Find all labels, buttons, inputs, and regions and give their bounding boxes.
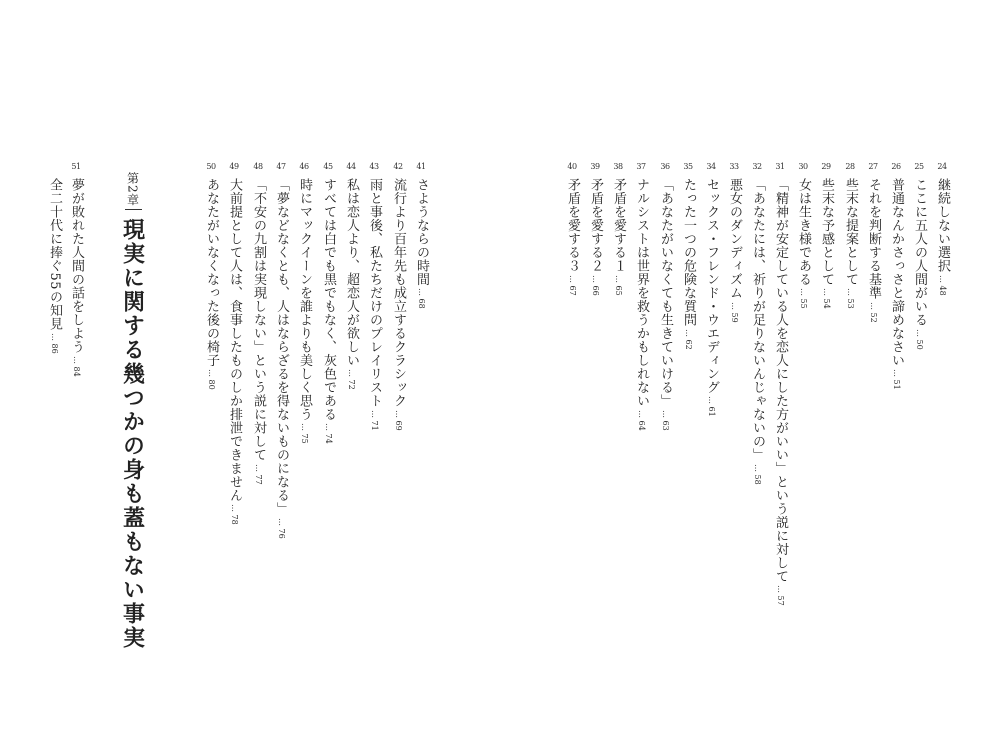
toc-entry <box>633 162 649 430</box>
entry-number: 27 <box>868 162 878 171</box>
entry-title: 私は恋人より、超恋人が欲しい <box>344 178 359 367</box>
entry-number: 45 <box>323 162 333 171</box>
entry-title: 矛盾を愛する１ <box>611 178 626 273</box>
entry-number: 34 <box>706 162 716 171</box>
entry-title: 大前提として人は、食事したものしか排泄できません <box>227 178 242 502</box>
entry-title-line <box>610 178 626 295</box>
entry-number: 47 <box>276 162 286 171</box>
entry-number: 30 <box>798 162 808 171</box>
toc-entry <box>657 162 673 430</box>
entry-title: 悪女のダンディズム <box>727 178 742 300</box>
toc-entry <box>296 162 312 444</box>
entry-page-number: … 50 <box>915 328 924 350</box>
entry-title: ここに五人の人間がいる <box>912 178 927 327</box>
entry-page-number: … 76 <box>277 517 286 539</box>
chapter-heading <box>120 172 146 650</box>
entry-title: すべては白でも黒でもなく、灰色である <box>321 178 336 421</box>
toc-entry <box>911 162 927 349</box>
entry-title-line <box>749 178 765 484</box>
chapter-label: 第2章 <box>125 172 142 210</box>
entry-title-line <box>366 178 382 430</box>
entry-page-number: … 53 <box>846 288 855 309</box>
toc-entry <box>610 162 626 295</box>
entry-title: 矛盾を愛する２ <box>588 178 603 273</box>
entry-title-line <box>296 178 312 444</box>
entry-number: 44 <box>346 162 356 171</box>
entry-title-line <box>842 178 858 309</box>
entry-title-line <box>865 178 881 322</box>
entry-page-number: … 61 <box>707 396 716 417</box>
toc-entry <box>390 162 406 430</box>
entry-page-number: … 72 <box>347 369 356 390</box>
entry-title-line <box>703 178 719 417</box>
toc-entry <box>68 162 84 376</box>
toc-entry <box>818 162 834 309</box>
entry-title-line <box>413 178 429 309</box>
toc-entry <box>413 162 429 309</box>
entry-number: 24 <box>937 162 947 171</box>
entry-page-number: … 57 <box>776 585 785 606</box>
entry-page-number: … 63 <box>661 409 670 431</box>
entry-title-line <box>934 178 950 295</box>
entry-title-line <box>818 178 834 309</box>
entry-title: 「不安の九割は実現しない」という説に対して <box>251 178 266 462</box>
toc-entry <box>226 162 242 525</box>
entry-title-line <box>795 178 811 309</box>
entry-page-number: … 68 <box>417 288 426 309</box>
entry-title-line <box>203 178 219 390</box>
entry-title: ナルシストは世界を救うかもしれない <box>634 178 649 408</box>
toc-entry <box>203 162 219 390</box>
toc-entry <box>842 162 858 309</box>
entry-title: 全二十代に捧ぐ55の知見 <box>47 178 62 331</box>
entry-title-line <box>343 178 359 390</box>
entry-title: 流行より百年先も成立するクラシック <box>391 178 406 408</box>
entry-title: 「精神が安定している人を恋人にした方がいい」という説に対して <box>773 178 788 583</box>
entry-title: 普通なんかさっさと諦めなさい <box>889 178 904 367</box>
entry-title: 矛盾を愛する３ <box>565 178 580 273</box>
entry-number: 36 <box>660 162 670 171</box>
entry-title-line <box>46 178 62 353</box>
entry-number: 50 <box>206 162 216 171</box>
toc-entry <box>680 162 696 349</box>
toc-entry <box>888 162 904 390</box>
entry-number: 33 <box>729 162 739 171</box>
entry-page-number: … 58 <box>753 463 762 485</box>
entry-number: 35 <box>683 162 693 171</box>
entry-title: 時にマックイーンを誰よりも美しく思う <box>297 178 312 421</box>
entry-number: 38 <box>613 162 623 171</box>
entry-number: 49 <box>229 162 239 171</box>
toc-entry <box>366 162 382 430</box>
toc-entry <box>250 162 266 484</box>
entry-title-line <box>226 178 242 525</box>
entry-page-number: … 55 <box>799 288 808 309</box>
entry-number: 46 <box>299 162 309 171</box>
entry-title-line <box>68 178 84 376</box>
entry-page-number: … 67 <box>568 274 577 296</box>
entry-title: 「夢などなくとも、人はならざるを得ないものになる」 <box>274 178 289 516</box>
entry-title-line <box>587 178 603 295</box>
entry-title-line <box>657 178 673 430</box>
entry-title: 女は生き様である <box>796 178 811 286</box>
entry-title: それを判断する基準 <box>866 178 881 300</box>
entry-title: さようならの時間 <box>414 178 429 286</box>
entry-number: 28 <box>845 162 855 171</box>
entry-title: 「あなたには、祈りが足りないんじゃないの」 <box>750 178 765 462</box>
toc-entry <box>46 162 62 353</box>
entry-page-number: … 74 <box>324 423 333 444</box>
entry-title: 継続しない選択 <box>935 178 950 273</box>
entry-page-number: … 59 <box>730 301 739 323</box>
entry-title: たった一つの危険な質問 <box>681 178 696 327</box>
entry-title-line <box>772 178 788 606</box>
entry-title-line <box>888 178 904 390</box>
entry-title: あなたがいなくなった後の椅子 <box>204 178 219 367</box>
toc-entry <box>934 162 950 295</box>
entry-number: 40 <box>567 162 577 171</box>
entry-title-line <box>680 178 696 349</box>
entry-page-number: … 77 <box>254 463 263 485</box>
entry-page-number: … 64 <box>637 409 646 431</box>
toc-entry <box>320 162 336 444</box>
chapter-title: 現実に関する幾つかの身も蓋もない事実 <box>119 217 146 650</box>
entry-page-number: … 78 <box>230 504 239 525</box>
toc-entry <box>865 162 881 322</box>
toc-entry <box>273 162 289 538</box>
entry-title: セックス・フレンド・ウエディング <box>704 178 719 394</box>
toc-entry <box>703 162 719 417</box>
entry-title: 「あなたがいなくても生きていける」 <box>658 178 673 408</box>
entry-title-line <box>273 178 289 538</box>
entry-number: 42 <box>393 162 403 171</box>
entry-title-line <box>726 178 742 322</box>
entry-page-number: … 52 <box>869 301 878 323</box>
entry-number: 37 <box>636 162 646 171</box>
entry-title: 些末な予感として <box>819 178 834 286</box>
entry-page-number: … 62 <box>684 328 693 350</box>
toc-entry <box>726 162 742 322</box>
toc-entry <box>795 162 811 309</box>
entry-number: 32 <box>752 162 762 171</box>
entry-title-line <box>564 178 580 295</box>
entry-page-number: … 84 <box>72 355 81 377</box>
entry-page-number: … 65 <box>614 274 623 296</box>
entry-title-line <box>390 178 406 430</box>
entry-page-number: … 66 <box>591 274 600 296</box>
entry-title: 些末な提案として <box>843 178 858 286</box>
entry-number: 43 <box>369 162 379 171</box>
entry-page-number: … 51 <box>892 369 901 390</box>
entry-title: 夢が敗れた人間の話をしよう <box>69 178 84 354</box>
entry-page-number: … 69 <box>394 409 403 431</box>
entry-page-number: … 71 <box>370 409 379 431</box>
entry-title-line <box>911 178 927 349</box>
entry-number: 31 <box>775 162 785 171</box>
entry-title-line <box>633 178 649 430</box>
entry-page-number: … 54 <box>822 288 831 309</box>
entry-title: 雨と事後、私たちだけのプレイリスト <box>367 178 382 408</box>
toc-entry <box>564 162 580 295</box>
toc-entry <box>343 162 359 390</box>
toc-entry <box>749 162 765 484</box>
entry-title-line <box>320 178 336 444</box>
toc-entry <box>587 162 603 295</box>
toc-entry <box>772 162 788 606</box>
entry-number: 25 <box>914 162 924 171</box>
entry-number: 41 <box>416 162 426 171</box>
entry-page-number: … 86 <box>50 332 59 354</box>
entry-number: 39 <box>590 162 600 171</box>
entry-title-line <box>250 178 266 484</box>
entry-page-number: … 48 <box>938 274 947 296</box>
entry-page-number: … 80 <box>207 369 216 390</box>
entry-number: 29 <box>821 162 831 171</box>
entry-number: 26 <box>891 162 901 171</box>
entry-number: 51 <box>71 162 81 171</box>
entry-page-number: … 75 <box>300 423 309 444</box>
entry-number: 48 <box>253 162 263 171</box>
